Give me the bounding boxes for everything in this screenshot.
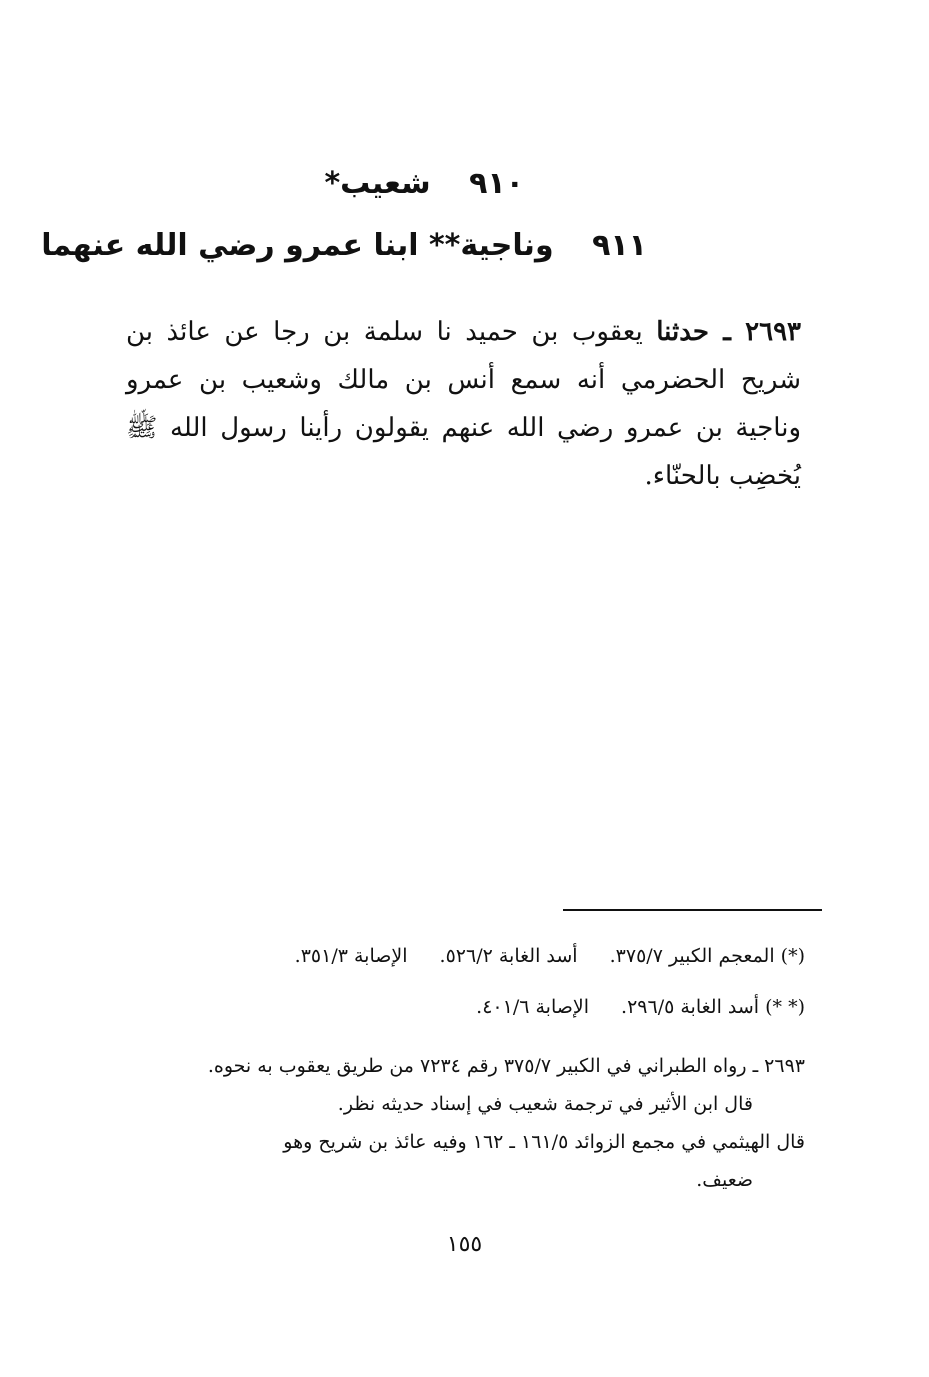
entry-heading-910 <box>324 166 524 201</box>
footnote-marker: (* *) <box>765 996 805 1018</box>
page-number: ١٥٥ <box>446 1232 483 1257</box>
footnote-marker: (*) <box>780 945 805 967</box>
footnote-star-2 <box>476 996 805 1018</box>
entry-number: ٩١١ <box>592 228 647 263</box>
footnote-ref: الإصابة ٣٥١/٣. <box>294 945 408 967</box>
footnote-ref: أسد الغابة ٢٩٦/٥. <box>621 996 760 1018</box>
entry-heading-911 <box>41 228 647 263</box>
footnote-divider <box>563 909 822 911</box>
entry-title: وناجية** ابنا عمرو رضي الله عنهما <box>41 228 554 263</box>
footnote-ref: أسد الغابة ٥٢٦/٢. <box>439 945 578 967</box>
footnote-ref: الإصابة ٤٠١/٦. <box>476 996 589 1018</box>
entry-number: ٩١٠ <box>469 166 524 201</box>
hadith-number-lead: ٢٦٩٣ ـ حدثنا <box>656 317 801 347</box>
takhrij-line: ٢٦٩٣ ـ رواه الطبراني في الكبير ٣٧٥/٧ رقم ٧٢٣٤ من طريق يعقوب به نحوه. <box>207 1055 805 1077</box>
hadith-body: يعقوب بن حميد نا سلمة بن رجا عن عائذ بن شريح الحضرمي أنه سمع أنس بن مالك وشعيب بن عمرو وناجية بن عمرو رضي الله عنهم يقولون رأينا رسول الله ﷺ يُخضِب بالحنّاء. <box>126 317 801 491</box>
footnote-ref: المعجم الكبير ٣٧٥/٧. <box>609 945 775 967</box>
entry-title: شعيب* <box>324 166 431 201</box>
takhrij-line: قال ابن الأثير في ترجمة شعيب في إسناد حديثه نظر. <box>337 1093 753 1115</box>
hadith-text <box>126 308 801 500</box>
takhrij-line: ضعيف. <box>696 1169 753 1191</box>
takhrij-line: قال الهيثمي في مجمع الزوائد ١٦١/٥ ـ ١٦٢ وفيه عائذ بن شريح وهو <box>283 1131 805 1153</box>
footnote-star-1 <box>295 945 805 967</box>
